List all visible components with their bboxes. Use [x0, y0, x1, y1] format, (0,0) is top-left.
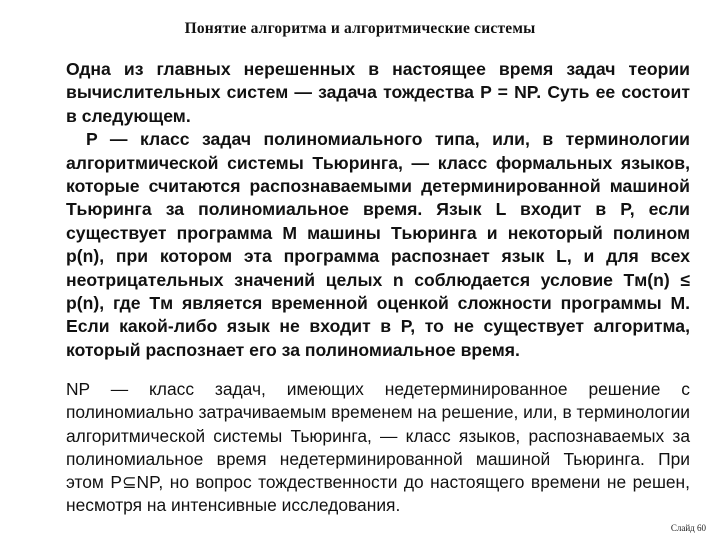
text-block-p-class — [66, 58, 690, 362]
slide-number: Слайд 60 — [670, 523, 706, 533]
page-title: Понятие алгоритма и алгоритмические системы — [184, 20, 536, 37]
paragraph-p-class: P — класс задач полиномиального типа, или, в терминологии алгоритмической системы Тьюринга, — класс формальных языков, которые считаются распознаваемыми детерминированной машиной Тьюринга за полиномиальное время. Язык L входит в P, если существует программа M машины Тьюринга и некоторый полином p(n), при котором эта программа распознает язык L, и для всех неотрицательных значений целых n соблюдается условие Tм(n) ≤ p(n), где Tм является временной оценкой сложности программы M. Если какой-либо язык не входит в P, то не существует алгоритма, который распознает его за полиномиальное время. — [66, 129, 690, 360]
paragraph-np-class: NP — класс задач, имеющих недетерминированное решение с полиномиально затрачиваемым временем на решение, или, в терминологии алгоритмической системы Тьюринга, — класс языков, распознаваемых за полиномиальное время недетерминированной машиной Тьюринга. При этом P⊆NP, но вопрос тождественности до настоящего времени не решен, несмотря на интенсивные исследования. — [66, 379, 690, 516]
text-block-np-class — [66, 378, 690, 518]
paragraph-intro: Одна из главных нерешенных в настоящее время задач теории вычислительных систем — задача тождества P = NP. Суть ее состоит в следующем. — [66, 59, 690, 126]
